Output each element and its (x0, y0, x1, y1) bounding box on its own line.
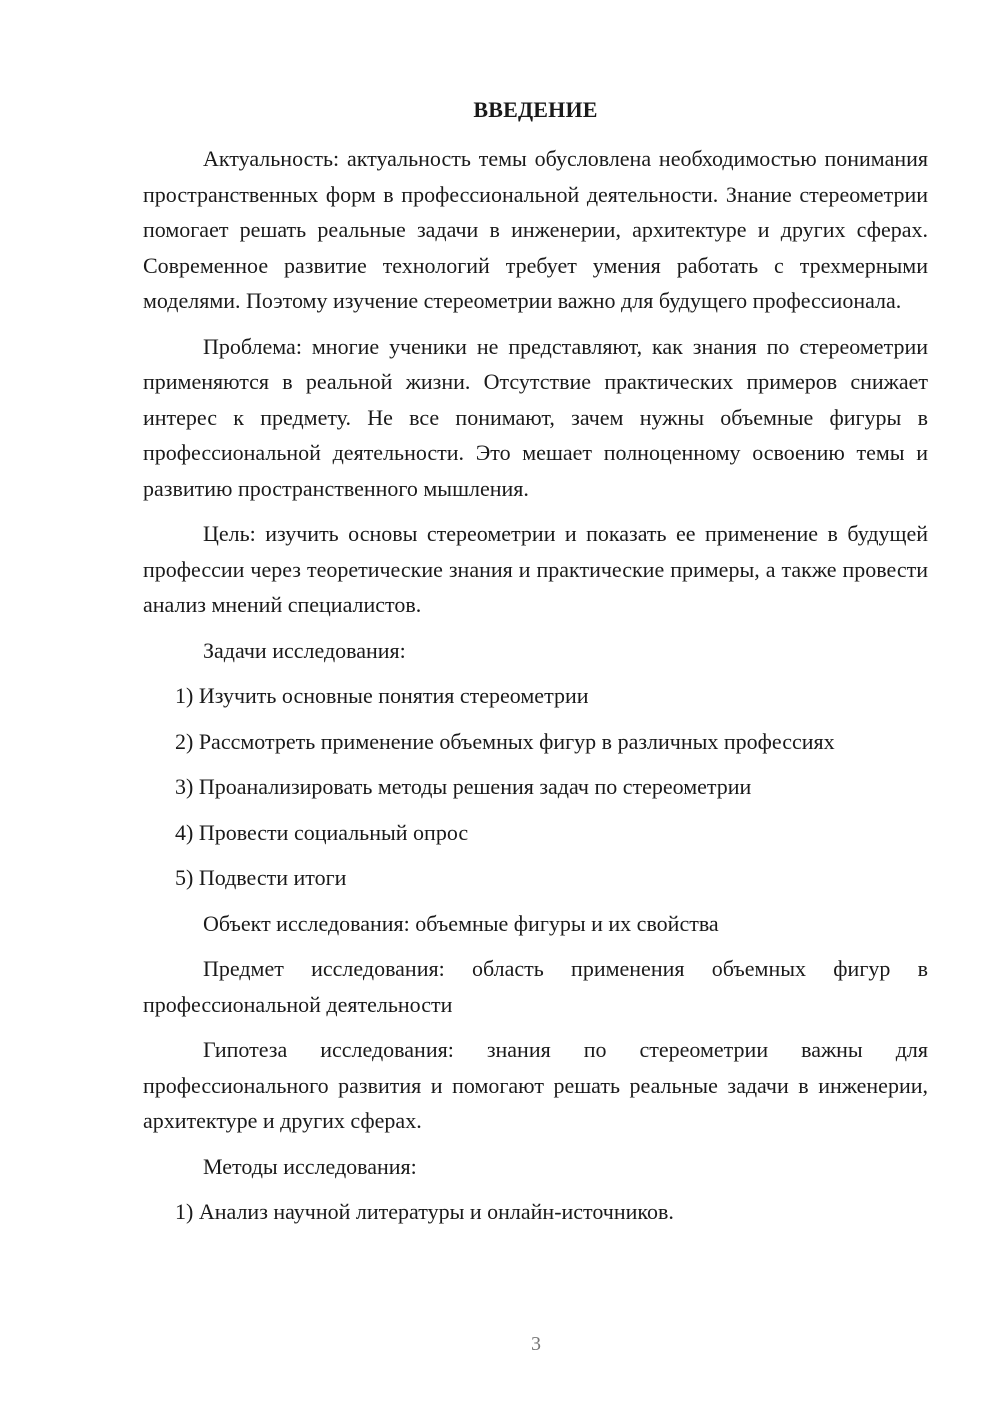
task-item: 5) Подвести итоги (175, 865, 347, 890)
task-item: 1) Изучить основные понятия стереометрии (175, 683, 589, 708)
page-title: ВВЕДЕНИЕ (473, 97, 598, 122)
method-item: 1) Анализ научной литературы и онлайн-источников. (175, 1199, 674, 1224)
goal-paragraph: Цель: изучить основы стереометрии и показать ее применение в будущей профессии через теоретические знания и практические примеры, а также провести анализ мнений специалистов. (143, 521, 928, 617)
relevance-paragraph: Актуальность: актуальность темы обусловлена необходимостью понимания пространственных форм в профессиональной деятельности. Знание стереометрии помогает решать реальные задачи в инженерии, архитектуре и других сферах. Современное развитие технологий требует умения работать с трехмерными моделями. Поэтому изучение стереометрии важно для будущего профессионала. (143, 146, 928, 313)
task-item: 4) Провести социальный опрос (175, 819, 469, 845)
document-body (143, 88, 928, 1240)
problem-paragraph: Проблема: многие ученики не представляют, как знания по стереометрии применяются в реальной жизни. Отсутствие практических примеров снижает интерес к предмету. Не все понимают, зачем нужны объемные фигуры в профессиональной деятельности. Это мешает полноценному освоению темы и развитию пространственного мышления. (143, 333, 928, 501)
page-number: 3 (531, 1333, 541, 1355)
methods-heading: Методы исследования: (203, 1153, 417, 1179)
object-paragraph: Объект исследования: объемные фигуры и их свойства (203, 910, 719, 936)
subject-paragraph: Предмет исследования: область применения объемных фигур в профессиональной деятельности (143, 956, 928, 1017)
hypothesis-paragraph: Гипотеза исследования: знания по стереометрии важны для профессионального развития и помогают решать реальные задачи в инженерии, архитектуре и других сферах. (143, 1037, 928, 1133)
tasks-heading: Задачи исследования: (203, 637, 406, 663)
task-item: 3) Проанализировать методы решения задач по стереометрии (175, 774, 752, 799)
task-item: 2) Рассмотреть применение объемных фигур в различных профессиях (175, 728, 835, 754)
